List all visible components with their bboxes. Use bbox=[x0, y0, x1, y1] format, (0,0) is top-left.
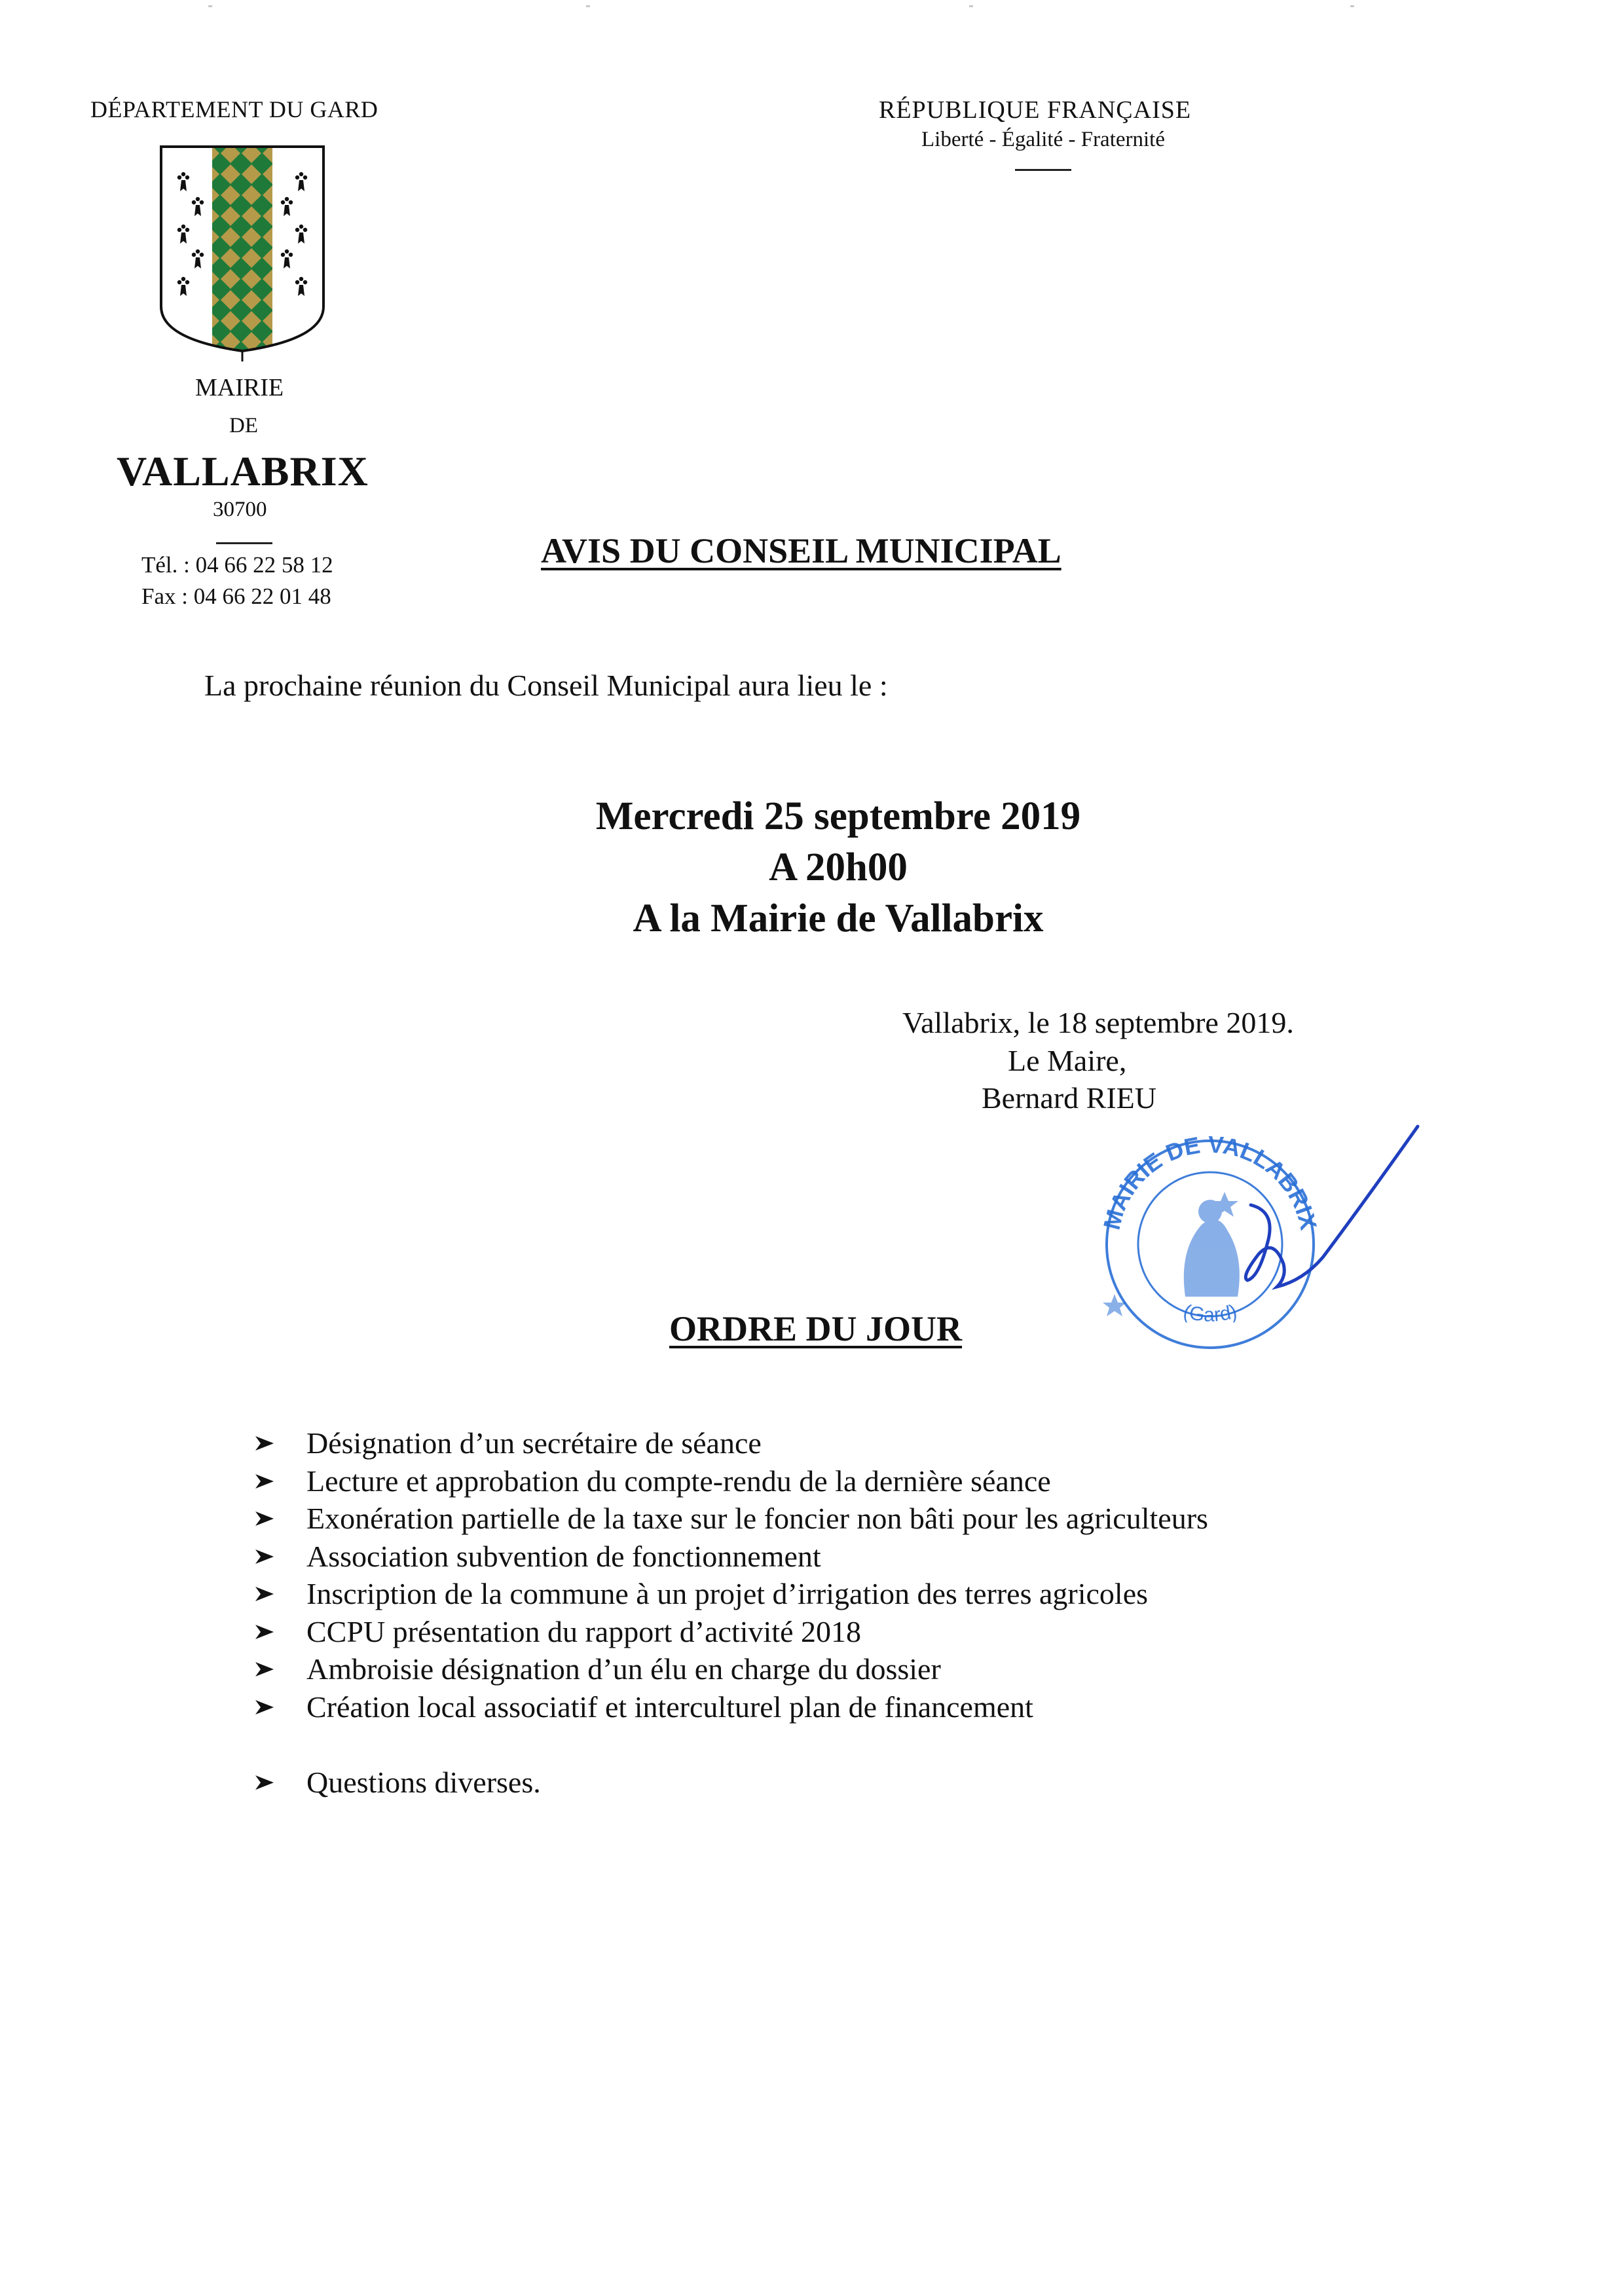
scan-mark bbox=[586, 5, 590, 7]
agenda-item bbox=[254, 1688, 1208, 1726]
arrow-bullet-icon bbox=[254, 1661, 275, 1678]
agenda-item-label: Inscription de la commune à un projet d’irrigation des terres agricoles bbox=[306, 1577, 1149, 1610]
svg-text:(Gard) bbox=[1181, 1301, 1239, 1326]
signature-name: Bernard RIEU bbox=[982, 1081, 1156, 1115]
agenda-item-label: Lecture et approbation du compte-rendu de la dernière séance bbox=[306, 1464, 1051, 1498]
agenda-item-label: Ambroisie désignation d’un élu en charge du dossier bbox=[306, 1652, 941, 1686]
meeting-time: A 20h00 bbox=[769, 845, 908, 889]
arrow-bullet-icon bbox=[254, 1510, 275, 1527]
agenda-item bbox=[254, 1500, 1208, 1538]
republic-label: RÉPUBLIQUE FRANÇAISE bbox=[879, 96, 1192, 124]
agenda-item-label: Association subvention de fonctionnement bbox=[306, 1539, 821, 1573]
phone-number: Tél. : 04 66 22 58 12 bbox=[141, 552, 333, 578]
republic-motto: Liberté - Égalité - Fraternité bbox=[921, 128, 1165, 151]
mairie-label: MAIRIE bbox=[195, 374, 284, 401]
stamp-text-bottom: (Gard) bbox=[1181, 1301, 1240, 1326]
signature-role: Le Maire, bbox=[1008, 1044, 1127, 1077]
agenda-item bbox=[254, 1538, 1208, 1576]
agenda-item-label: CCPU présentation du rapport d’activité 2018 bbox=[306, 1614, 862, 1648]
stamp-text-top: MAIRIE DE VALLABRIX bbox=[1098, 1130, 1323, 1232]
agenda-item-label: Questions diverses. bbox=[306, 1766, 541, 1799]
agenda-item-label: Exonération partielle de la taxe sur le foncier non bâti pour les agriculteurs bbox=[306, 1502, 1208, 1535]
postal-code: 30700 bbox=[213, 498, 267, 521]
agenda-list bbox=[254, 1424, 1208, 1726]
agenda-item-final bbox=[254, 1764, 541, 1802]
meeting-date: Mercredi 25 septembre 2019 bbox=[595, 794, 1081, 838]
meeting-place: A la Mairie de Vallabrix bbox=[633, 897, 1044, 940]
mairie-stamp-icon bbox=[1087, 1113, 1428, 1362]
scan-mark bbox=[969, 5, 973, 7]
arrow-bullet-icon bbox=[254, 1585, 275, 1602]
notice-title: AVIS DU CONSEIL MUNICIPAL bbox=[541, 531, 1061, 570]
arrow-bullet-icon bbox=[254, 1473, 275, 1490]
agenda-item bbox=[254, 1462, 1208, 1500]
agenda-item-label: Création local associatif et interculturel plan de financement bbox=[306, 1690, 1033, 1724]
coat-of-arms-icon bbox=[157, 143, 327, 362]
letterhead-divider bbox=[216, 542, 272, 544]
arrow-bullet-icon bbox=[254, 1623, 275, 1640]
agenda-item bbox=[254, 1575, 1208, 1613]
scan-mark bbox=[1350, 5, 1354, 7]
agenda-item bbox=[254, 1613, 1208, 1651]
town-name: VALLABRIX bbox=[117, 448, 369, 494]
arrow-bullet-icon bbox=[254, 1699, 275, 1716]
fax-number: Fax : 04 66 22 01 48 bbox=[141, 583, 331, 609]
agenda-title: ORDRE DU JOUR bbox=[669, 1309, 963, 1348]
notice-intro: La prochaine réunion du Conseil Municipal aura lieu le : bbox=[204, 669, 888, 702]
signature-place-date: Vallabrix, le 18 septembre 2019. bbox=[902, 1006, 1294, 1039]
scan-mark bbox=[208, 5, 212, 7]
mairie-de: DE bbox=[229, 414, 258, 437]
agenda-item bbox=[254, 1424, 1208, 1462]
arrow-bullet-icon bbox=[254, 1548, 275, 1565]
header-divider bbox=[1015, 169, 1071, 171]
agenda-item-label: Désignation d’un secrétaire de séance bbox=[306, 1426, 762, 1460]
arrow-bullet-icon bbox=[254, 1774, 275, 1791]
agenda-item bbox=[254, 1650, 1208, 1688]
department-label: DÉPARTEMENT DU GARD bbox=[90, 96, 378, 122]
arrow-bullet-icon bbox=[254, 1435, 275, 1452]
